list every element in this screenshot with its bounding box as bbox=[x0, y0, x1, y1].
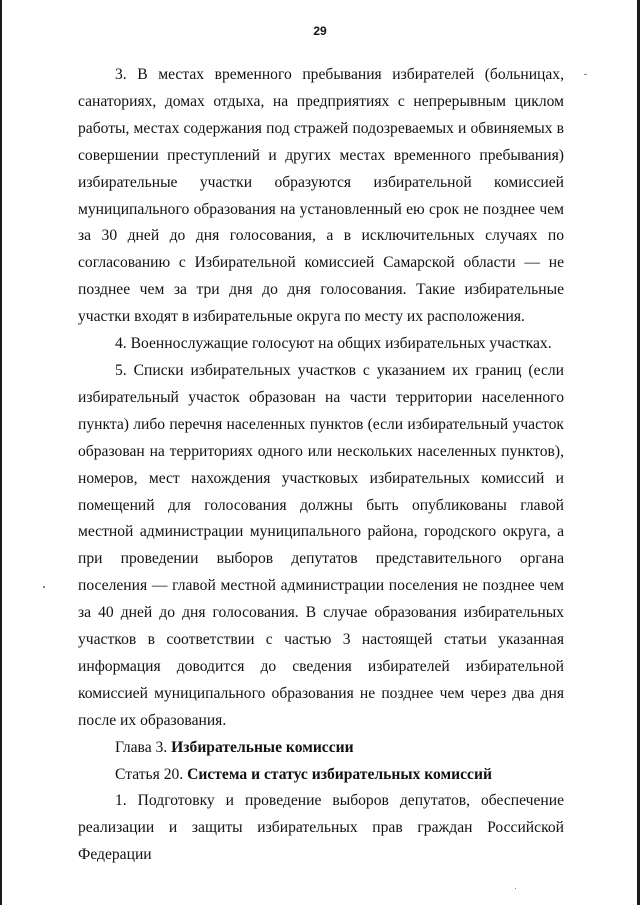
paragraph-3: 3. В местах временного пребывания избирателей (больницах, санаториях, домах отдыха, на предприятиях с непрерывным циклом работы, местах содержания под стражей подозреваемых и обвиняемых в совершении преступлений и других местах временного пребывания) избирательные участки образуются избирательной комиссией муниципального образования на установленный ею срок не позднее чем за 30 дней до дня голосования, а в исключительных случаях по согласованию с Избирательной комиссией Самарской области — не позднее чем за три дня до дня голосования. Такие избирательные участки входят в избирательные округа по месту их расположения. bbox=[78, 66, 564, 326]
article-paragraph-1: 1. Подготовку и проведение выборов депутатов, обеспечение реализации и защиты избирательных прав граждан Российской Федерации bbox=[78, 792, 564, 864]
article-heading bbox=[78, 762, 564, 789]
scan-speck bbox=[43, 586, 45, 588]
chapter-heading bbox=[78, 735, 564, 762]
paragraph-5: 5. Списки избирательных участков с указанием их границ (если избирательный участок образован на части территории населенного пункта) либо перечня населенных пунктов (если избирательный участок образован на территориях одного или нескольких населенных пунктов), номеров, мест нахождения участковых избирательных комиссий и помещений для голосования должны быть опубликованы главой местной администрации муниципального района, городского округа, а при проведении выборов депутатов представительного органа поселения — главой местной администрации поселения не позднее чем за 40 дней до дня голосования. В случае образования избирательных участков в соответствии с частью 3 настоящей статьи указанная информация доводится до сведения избирателей избирательной комиссией муниципального образования не позднее чем через два дня после их образования. bbox=[78, 361, 564, 729]
scan-border-left bbox=[0, 0, 2, 905]
page-number: 29 bbox=[313, 24, 327, 38]
scan-speck bbox=[515, 888, 516, 889]
paragraph-4: 4. Военнослужащие голосуют на общих избирательных участках. bbox=[115, 335, 552, 353]
document-body bbox=[78, 62, 564, 869]
scan-speck bbox=[584, 74, 587, 75]
article-prefix: Статья 20. bbox=[115, 765, 188, 783]
chapter-prefix: Глава 3. bbox=[115, 738, 172, 756]
article-title: Система и статус избирательных комиссий bbox=[187, 765, 492, 783]
chapter-title: Избирательные комиссии bbox=[171, 738, 354, 756]
